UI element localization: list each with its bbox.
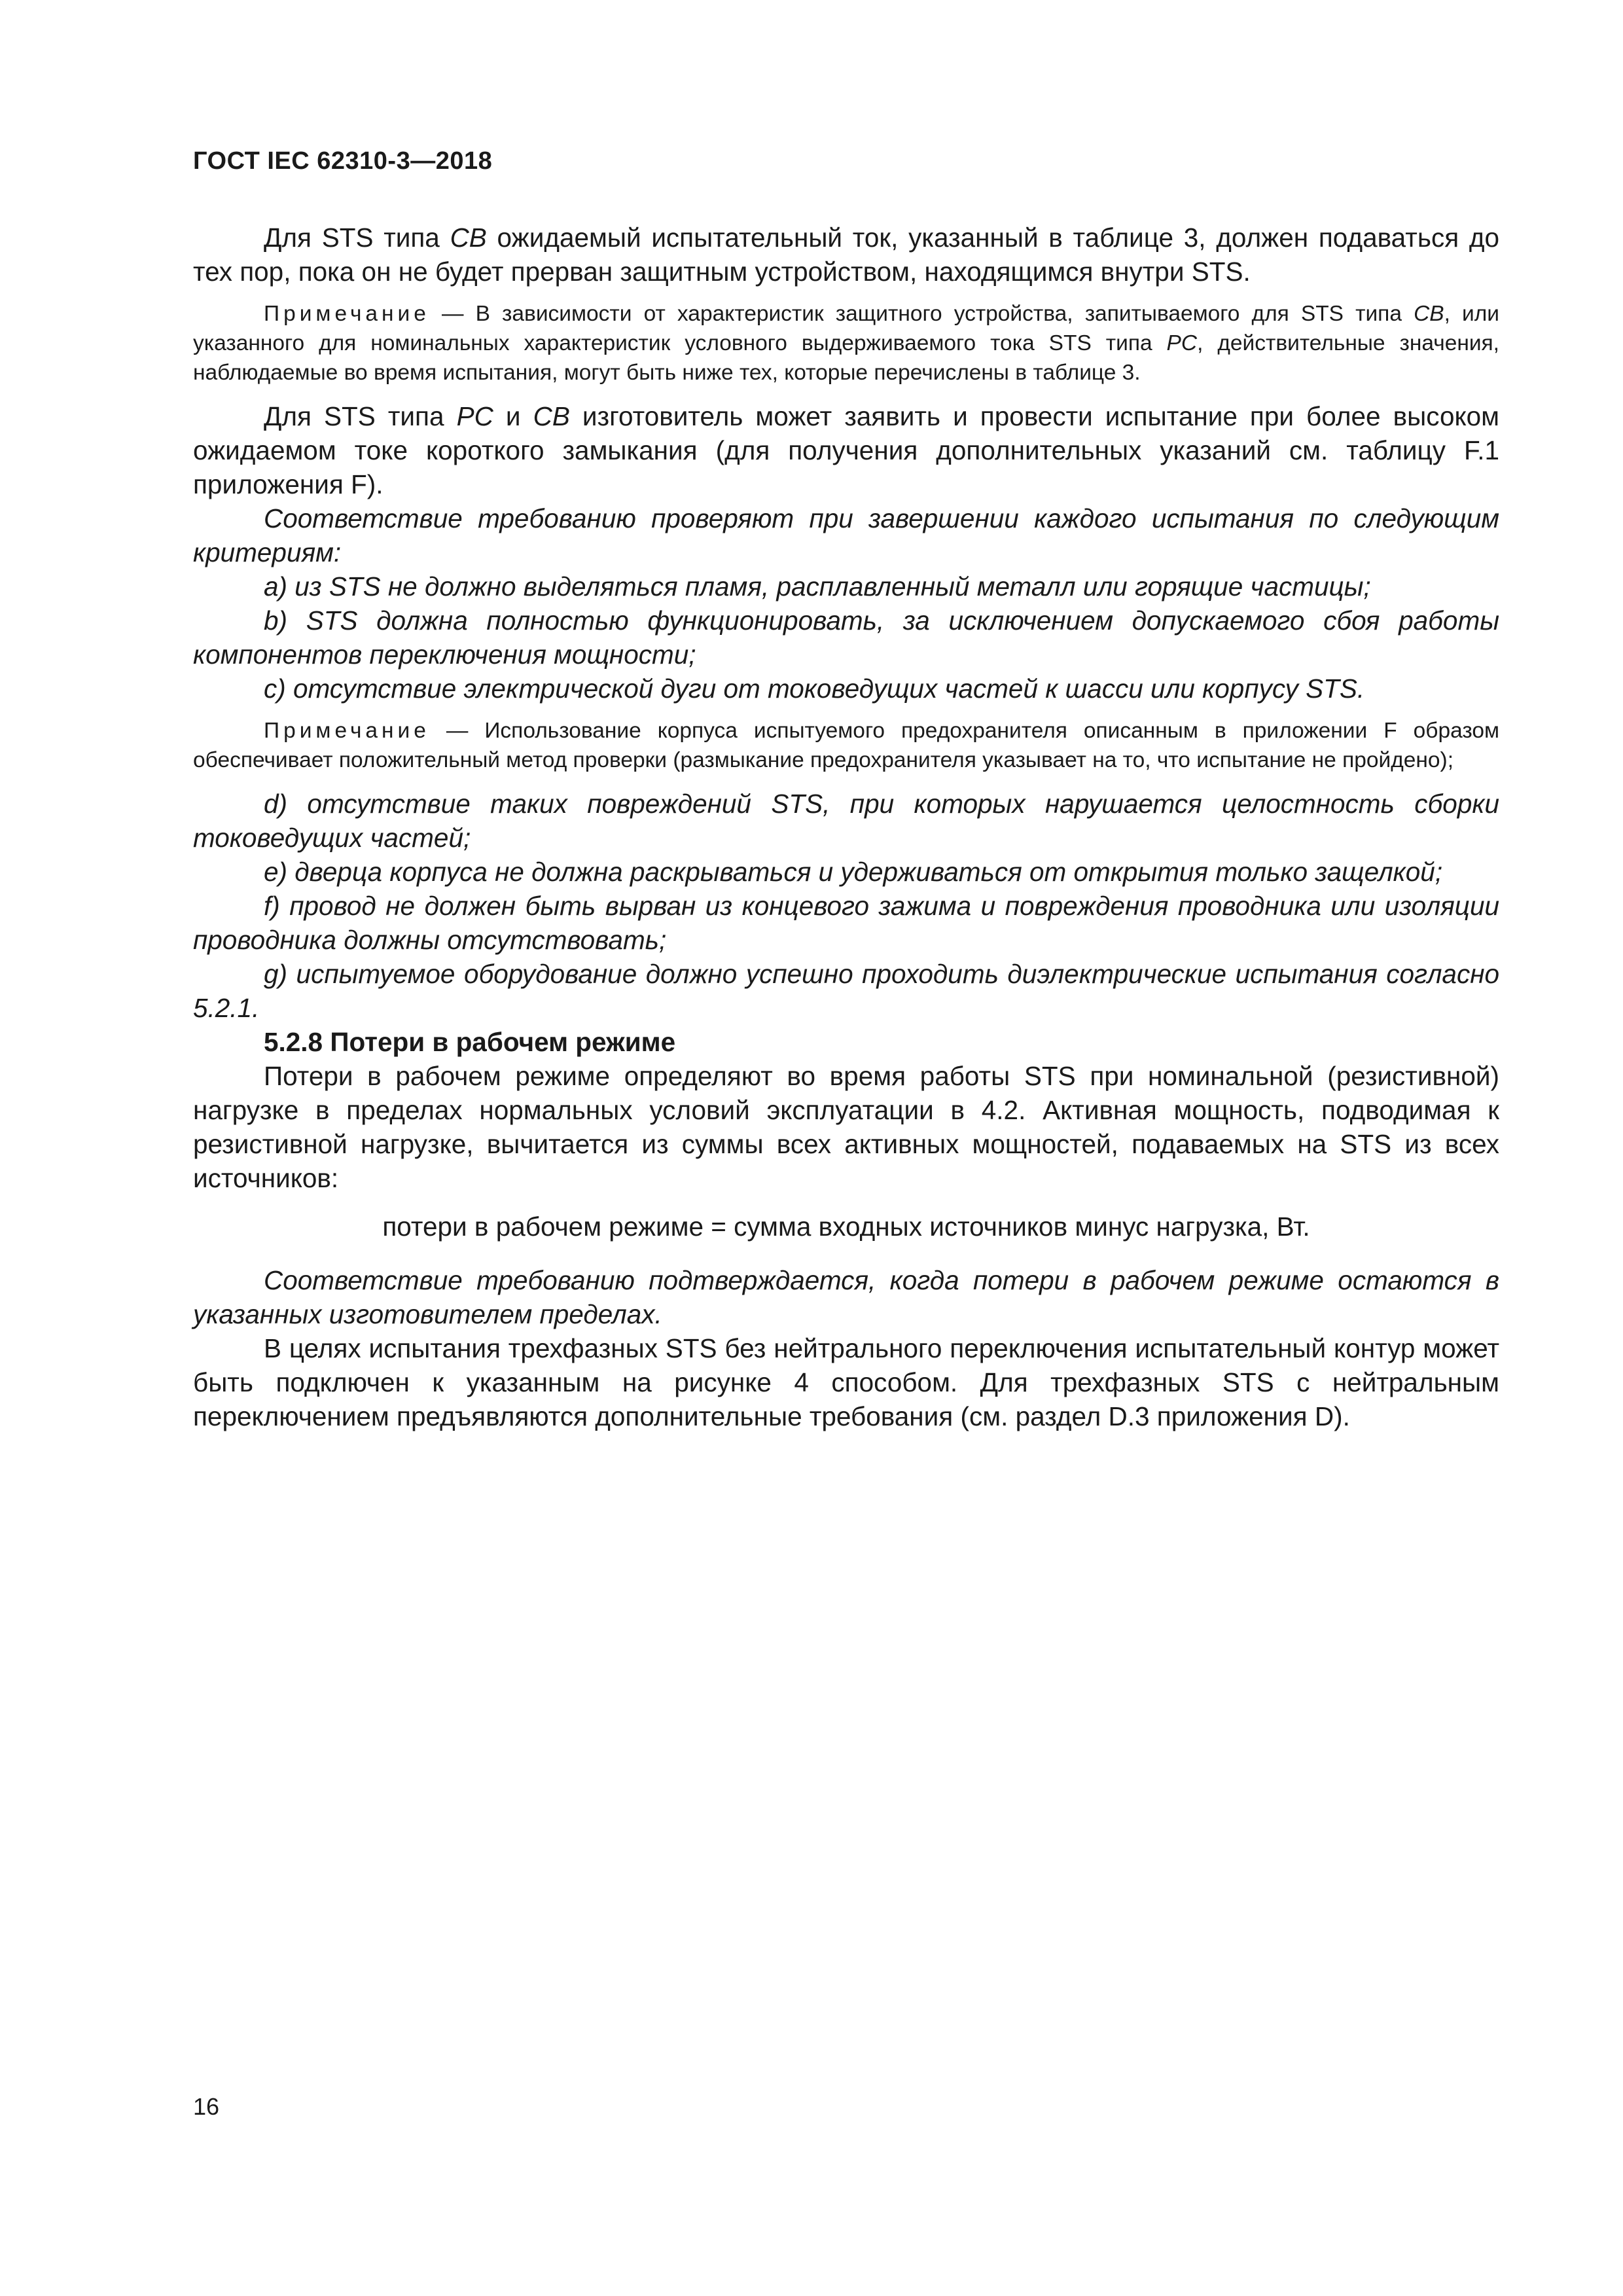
compliance-losses: Соответствие требованию подтверждается, когда потери в рабочем режиме остаются в указанных изготовителем пределах. — [193, 1265, 1499, 1329]
note-protective-device: Примечание — В зависимости от характеристик защитного устройства, запитываемого для STS типа CB, или указанного для номинальных характеристик условного выдерживаемого тока STS типа PC, действительные значения, наблюдаемые во время испытания, могут быть ниже тех, которые перечислены в таблице 3. — [193, 302, 1499, 385]
criterion-b: b) STS должна полностью функционировать, за исключением допускаемого сбоя работы компонентов переключения мощности; — [193, 605, 1499, 670]
paragraph-three-phase: В целях испытания трехфазных STS без нейтрального переключения испытательный контур может быть подключен к указанным на рисунке 4 способом. Для трехфазных STS с нейтральным переключением предъявляются дополнительные требования (см. раздел D.3 приложения D). — [193, 1333, 1499, 1431]
page-number: 16 — [193, 2093, 220, 2120]
criterion-f: f) провод не должен быть вырван из концевого зажима и повреждения проводника или изоляции проводника должны отсутствовать; — [193, 891, 1499, 955]
section-heading: 5.2.8 Потери в рабочем режиме — [264, 1027, 676, 1057]
paragraph-cb-test-current: Для STS типа CB ожидаемый испытательный ток, указанный в таблице 3, должен подаваться до тех пор, пока он не будет прерван защитным устройством, находящимся внутри STS. — [193, 223, 1500, 287]
paragraph-manufacturer-test: Для STS типа PC и CB изготовитель может заявить и провести испытание при более высоком ожидаемом токе короткого замыкания (для получения дополнительных указаний см. таблицу F.1 приложения F). — [193, 401, 1500, 499]
criterion-g: g) испытуемое оборудование должно успешно проходить диэлектрические испытания согласно 5.2.1. — [193, 959, 1499, 1023]
note-fuse-enclosure: Примечание — Использование корпуса испытуемого предохранителя описанным в приложении F образом обеспечивает положительный метод проверки (размыкание предохранителя указывает на то, что испытание не пройдено); — [193, 719, 1499, 772]
paragraph-operating-losses: Потери в рабочем режиме определяют во время работы STS при номинальной (резистивной) нагрузке в пределах нормальных условий эксплуатации в 4.2. Активная мощность, подводимая к резистивной нагрузке, вычитается из суммы всех активных мощностей, подаваемых на STS из всех источников: — [193, 1061, 1499, 1193]
criterion-a: a) из STS не должно выделяться пламя, расплавленный металл или горящие частицы; — [264, 571, 1371, 601]
document-body — [193, 221, 1499, 1433]
criterion-c: c) отсутствие электрической дуги от токоведущих частей к шасси или корпусу STS. — [264, 673, 1365, 704]
criterion-d: d) отсутствие таких повреждений STS, при которых нарушается целостность сборки токоведущих частей; — [193, 789, 1499, 853]
formula-losses: потери в рабочем режиме = сумма входных источников минус нагрузка, Вт. — [382, 1211, 1310, 1242]
criterion-e: e) дверца корпуса не должна раскрываться и удерживаться от открытия только защелкой; — [264, 857, 1443, 887]
document-header: ГОСТ IEC 62310-3—2018 — [193, 147, 493, 175]
compliance-criteria-intro: Соответствие требованию проверяют при завершении каждого испытания по следующим критериям: — [193, 503, 1499, 567]
